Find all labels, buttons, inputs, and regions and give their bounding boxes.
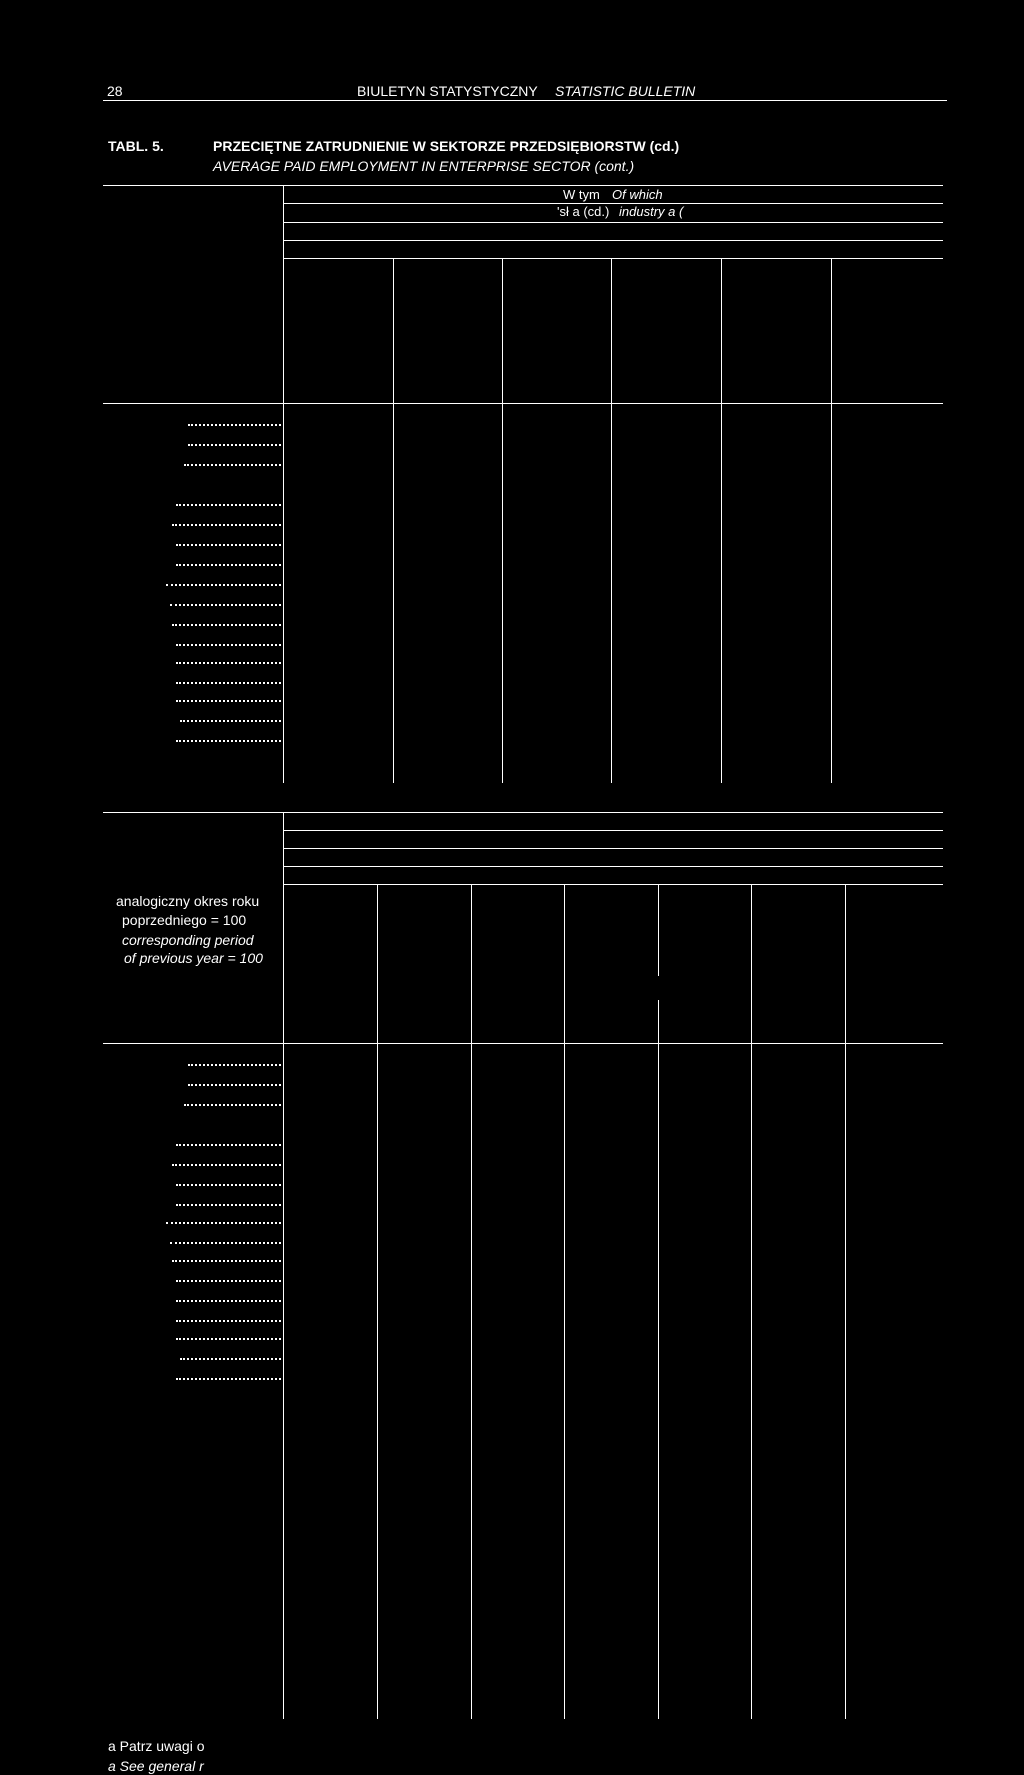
column-divider: [831, 258, 832, 783]
column-divider: [393, 258, 394, 783]
page-number: 28: [107, 83, 123, 99]
row-dot-leader: [172, 1258, 281, 1262]
stub-column-divider-head: [283, 185, 284, 258]
stub-text-line: poprzedniego = 100: [122, 912, 247, 928]
column-divider: [658, 884, 659, 976]
column-divider: [283, 258, 284, 783]
row-dot-leader: [172, 622, 281, 626]
section2-head-rule: [103, 1043, 943, 1044]
row-dot-leader: [176, 1142, 281, 1146]
stub-text-line: corresponding period: [122, 932, 254, 948]
row-dot-leader: [170, 602, 281, 606]
head-rule-1: [283, 830, 943, 831]
head-rule-1: [283, 203, 943, 204]
table-title-en: AVERAGE PAID EMPLOYMENT IN ENTERPRISE SECTOR (cont.): [213, 158, 635, 174]
stub-text-line: analogiczny okres roku: [116, 893, 260, 909]
footnote-en: a See general r: [108, 1758, 204, 1774]
column-divider: [377, 884, 378, 1719]
bulletin-title-pl: BIULETYN STATYSTYCZNY: [357, 83, 538, 99]
row-dot-leader: [176, 1182, 281, 1186]
row-dot-leader: [180, 718, 281, 722]
head-rule-3: [283, 866, 943, 867]
table-title-pl: PRZECIĘTNE ZATRUDNIENIE W SEKTORZE PRZEDSIĘBIORSTW (cd.): [213, 138, 680, 154]
row-dot-leader: [166, 582, 281, 586]
bulletin-title-en: STATISTIC BULLETIN: [555, 83, 696, 99]
row-dot-leader: [176, 1336, 281, 1340]
row-dot-leader: [170, 1240, 281, 1244]
head-industry-en: industry a (: [619, 204, 684, 219]
row-dot-leader: [172, 1162, 281, 1166]
row-dot-leader: [184, 462, 281, 466]
row-dot-leader: [176, 698, 281, 702]
column-divider: [283, 884, 284, 1719]
row-dot-leader: [188, 422, 281, 426]
row-dot-leader: [180, 1356, 281, 1360]
column-divider: [751, 884, 752, 1719]
head-rule-2: [283, 848, 943, 849]
row-dot-leader: [166, 1220, 281, 1224]
row-dot-leader: [176, 1202, 281, 1206]
row-dot-leader: [176, 1318, 281, 1322]
row-dot-leader: [176, 738, 281, 742]
head-which-pl: W tym: [563, 187, 600, 202]
column-divider: [471, 884, 472, 1719]
table-top-rule: [103, 185, 943, 186]
row-dot-leader: [188, 442, 281, 446]
table-label: TABL. 5.: [108, 138, 164, 154]
row-dot-leader: [188, 1062, 281, 1066]
row-dot-leader: [176, 1278, 281, 1282]
row-dot-leader: [172, 522, 281, 526]
row-dot-leader: [176, 642, 281, 646]
section1-head-rule: [103, 403, 943, 404]
column-divider: [564, 884, 565, 1719]
column-divider: [658, 1000, 659, 1719]
stub-text-line: of previous year = 100: [124, 950, 263, 966]
row-dot-leader: [176, 660, 281, 664]
row-dot-leader: [184, 1102, 281, 1106]
head-which-en: Of which: [612, 187, 663, 202]
head-rule-3: [283, 240, 943, 241]
head-rule-2: [283, 222, 943, 223]
column-divider: [611, 258, 612, 783]
head-rule-4: [283, 884, 943, 885]
row-dot-leader: [176, 502, 281, 506]
head-rule-4: [283, 258, 943, 259]
section2-top-rule: [103, 812, 943, 813]
header-rule: [103, 100, 947, 101]
footnote-pl: a Patrz uwagi o: [108, 1738, 205, 1754]
column-divider: [845, 884, 846, 1719]
row-dot-leader: [176, 542, 281, 546]
row-dot-leader: [176, 1376, 281, 1380]
column-divider: [502, 258, 503, 783]
row-dot-leader: [176, 680, 281, 684]
column-divider: [721, 258, 722, 783]
row-dot-leader: [176, 1298, 281, 1302]
row-dot-leader: [188, 1082, 281, 1086]
head-industry-pl: 'sł a (cd.): [557, 204, 610, 219]
row-dot-leader: [176, 562, 281, 566]
